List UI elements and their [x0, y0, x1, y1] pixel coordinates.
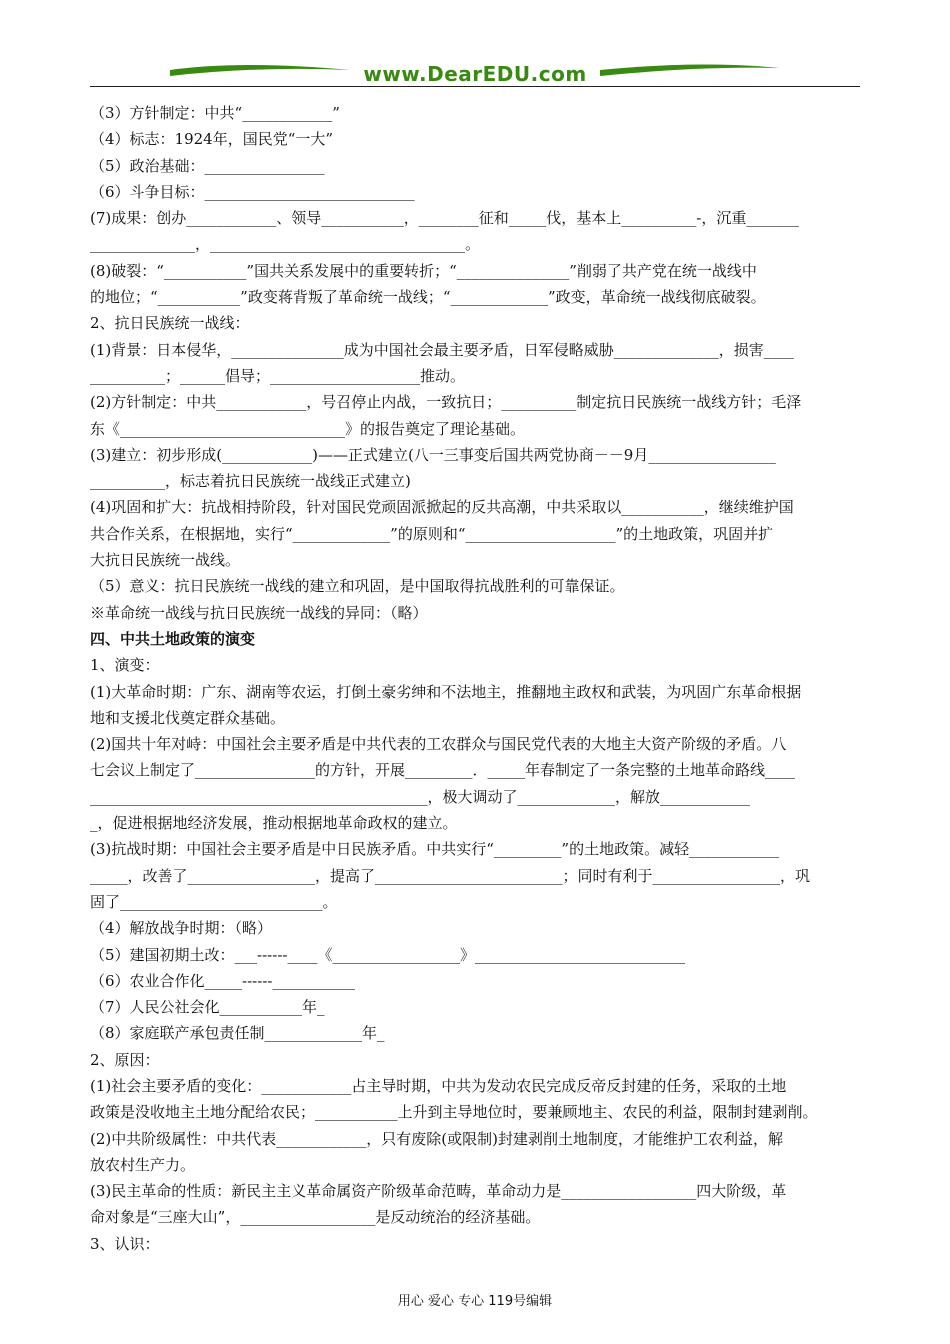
- section-subheading: 2、抗日民族统一战线：: [90, 314, 250, 333]
- text-line: 命对象是“三座大山”，__________________是反动统治的经济基础。: [90, 1208, 541, 1227]
- text-line: 地和支援北伐奠定群众基础。: [90, 708, 286, 727]
- text-line: (2)国共十年对峙：中国社会主要矛盾是中共代表的工农群众与国民党代表的大地主大资产阶级的矛盾。八: [90, 735, 787, 754]
- text-line: (1)社会主要矛盾的变化：____________占主导时期，中共为发动农民完成反帝反封建的任务，采取的土地: [90, 1076, 787, 1095]
- text-line: 七会议上制定了________________的方针，开展_________．_____年春制定了一条完整的土地革命路线____: [90, 761, 796, 780]
- text-line: 共合作关系，在根据地，实行“_____________”的原则和“____________________”的土地政策，巩固并扩: [90, 524, 774, 543]
- text-line: (1)背景：日本侵华，_______________成为中国社会最主要矛盾，日军侵略威胁______________，损害____: [90, 340, 794, 359]
- section-subheading: 3、认识：: [90, 1234, 160, 1253]
- text-line: (7)成果：创办____________、领导___________，________征和_____伐，基本上__________-，沉重_______: [90, 209, 799, 228]
- page-footer: 用心 爱心 专心 119号编辑: [397, 1294, 553, 1309]
- text-line: (3)建立：初步形成(____________)——正式建立(八一三事变后国共两党协商－－9月_________________: [90, 445, 776, 464]
- text-line: （4）标志：1924年，国民党“一大”: [90, 130, 334, 149]
- text-line: （3）方针制定：中共“____________”: [90, 104, 340, 122]
- section-subheading: 2、原因：: [90, 1050, 160, 1069]
- site-logo-text: www.DearEDU.com: [363, 62, 587, 86]
- text-line: _____________________________________________，极大调动了_____________，解放____________: [90, 787, 751, 806]
- text-line: （4）解放战争时期：（略）: [90, 919, 273, 938]
- text-line: ______________，__________________________________。: [90, 235, 481, 254]
- section-subheading: 1、演变：: [90, 656, 160, 675]
- text-line: __________，标志着抗日民族统一战线正式建立): [90, 472, 411, 491]
- text-line: 放农村生产力。: [90, 1155, 196, 1174]
- text-line: (1)大革命时期：广东、湖南等农运，打倒土豪劣绅和不法地主，推翻地主政权和武装，为巩固广东革命根据: [90, 682, 802, 701]
- text-line: （5）意义：抗日民族统一战线的建立和巩固，是中国取得抗战胜利的可靠保证。: [90, 577, 625, 596]
- text-line: 东《______________________________》的报告奠定了理论基础。: [90, 419, 526, 438]
- text-line: ※革命统一战线与抗日民族统一战线的异同：（略）: [90, 603, 428, 622]
- text-line: （6）农业合作化_____------___________: [90, 971, 355, 990]
- text-line: _____，改善了_________________，提高了_________________________；同时有利于_________________，巩: [90, 866, 811, 885]
- text-line: _，促进根据地经济发展，推动根据地革命政权的建立。: [90, 814, 458, 833]
- text-line: __________；______倡导；____________________推动。: [90, 366, 466, 385]
- text-line: （8）家庭联产承包责任制_____________年_: [90, 1024, 385, 1043]
- text-line: （7）人民公社会化___________年_: [90, 998, 325, 1017]
- text-line: (3)抗战时期：中国社会主要矛盾是中日民族矛盾。中共实行“_________”的土地政策。减轻____________: [90, 840, 780, 859]
- page-header: [90, 58, 860, 90]
- text-line: 政策是没收地主土地分配给农民；___________上升到主导地位时，要兼顾地主、农民的利益，限制封建剥削。: [90, 1103, 818, 1122]
- text-line: 大抗日民族统一战线。: [90, 551, 241, 570]
- text-line: (2)方针制定：中共____________，号召停止内战，一致抗日；__________制定抗日民族统一战线方针；毛泽: [90, 393, 802, 412]
- text-line: (3)民主革命的性质：新民主主义革命属资产阶级革命范畴，革命动力是__________________四大阶级，革: [90, 1182, 787, 1201]
- text-line: （6）斗争目标：____________________________: [90, 182, 415, 201]
- text-line: 的地位；“___________”政变蒋背叛了革命统一战线；“_____________”政变，革命统一战线彻底破裂。: [90, 288, 766, 307]
- text-line: (4)巩固和扩大：抗战相持阶段，针对国民党顽固派掀起的反共高潮，中共采取以___________，继续维护国: [90, 498, 794, 517]
- section-heading: 四、中共土地政策的演变: [90, 629, 256, 648]
- document-body: [90, 100, 860, 1257]
- text-line: (2)中共阶级属性：中共代表____________，只有废除(或限制)封建剥削土地制度，才能维护工农利益，解: [90, 1129, 783, 1148]
- text-line: （5）建国初期土改：___------____《_________________》____________________________: [90, 945, 685, 964]
- header-rule: [90, 86, 860, 87]
- text-line: （5）政治基础：________________: [90, 156, 325, 175]
- text-line: 固了___________________________。: [90, 892, 338, 911]
- text-line: (8)破裂：“___________”国共关系发展中的重要转折；“_______________”削弱了共产党在统一战线中: [90, 261, 757, 280]
